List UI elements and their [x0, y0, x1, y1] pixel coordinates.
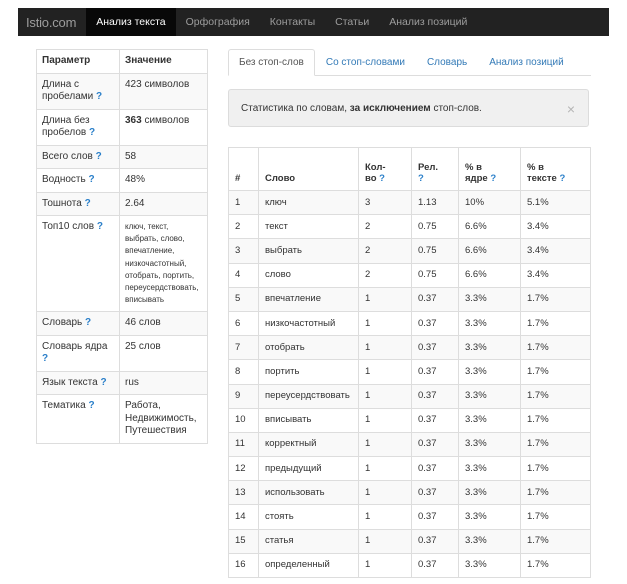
table-row [229, 505, 591, 529]
params-row [37, 371, 208, 395]
param-label [37, 192, 120, 216]
table-cell: 1 [359, 360, 412, 384]
param-label-text: Длина без пробелов [42, 114, 90, 138]
header-line1: Рел. [418, 162, 439, 173]
table-cell: 0.75 [412, 239, 459, 263]
table-cell: 1.7% [521, 360, 591, 384]
header-line1: % в [527, 162, 544, 173]
nav-item-3[interactable]: Контакты [269, 16, 316, 28]
table-row [229, 384, 591, 408]
param-label [37, 216, 120, 312]
param-label [37, 335, 120, 371]
table-cell: 3 [359, 191, 412, 215]
table-cell: 3.4% [521, 239, 591, 263]
table-cell: выбрать [259, 239, 359, 263]
param-value-text: 25 слов [125, 340, 161, 352]
table-row [229, 239, 591, 263]
param-label-text: Словарь [42, 317, 83, 329]
alert-text: Статистика по словам, за исключением стоп-слов. [241, 102, 482, 114]
param-label [37, 145, 120, 169]
words-header-4 [412, 148, 459, 191]
table-cell: 0.37 [412, 360, 459, 384]
table-cell: 6 [229, 311, 259, 335]
param-value-text: 423 символов [125, 78, 190, 90]
table-cell: определенный [259, 553, 359, 577]
nav-item-1[interactable]: Анализ текста [86, 8, 175, 36]
param-label [37, 169, 120, 193]
param-label-text: Топ10 слов [42, 221, 95, 232]
table-cell: отобрать [259, 336, 359, 360]
table-cell: 0.37 [412, 408, 459, 432]
table-cell: корректный [259, 432, 359, 456]
words-header-2 [259, 148, 359, 191]
table-cell: 3.3% [459, 360, 521, 384]
table-row [229, 553, 591, 577]
top-navbar [18, 8, 609, 36]
table-cell: 3.3% [459, 287, 521, 311]
table-cell: 8 [229, 360, 259, 384]
table-cell: 1.7% [521, 287, 591, 311]
table-cell: 1 [359, 457, 412, 481]
table-cell: статья [259, 529, 359, 553]
table-cell: 0.37 [412, 311, 459, 335]
table-row [229, 481, 591, 505]
param-label [37, 371, 120, 395]
table-cell: 3.3% [459, 408, 521, 432]
params-row [37, 335, 208, 371]
table-cell: 1 [359, 481, 412, 505]
param-value-text: Работа, Недвижимость, Путешествия [125, 400, 197, 437]
word-stats-table [228, 147, 591, 578]
header-line1: Слово [265, 173, 296, 184]
param-label-text: Водность [42, 174, 86, 185]
table-cell: портить [259, 360, 359, 384]
header-line1: # [235, 173, 241, 184]
param-label [37, 73, 120, 109]
table-cell: 1 [359, 432, 412, 456]
table-cell: 0.37 [412, 287, 459, 311]
table-cell: 11 [229, 432, 259, 456]
table-cell: 0.37 [412, 481, 459, 505]
table-cell: 13 [229, 481, 259, 505]
table-cell: 1.7% [521, 384, 591, 408]
help-icon[interactable]: ? [89, 127, 96, 138]
params-row [37, 216, 208, 312]
table-cell: 3.4% [521, 263, 591, 287]
table-cell: вписывать [259, 408, 359, 432]
table-cell: 2 [359, 215, 412, 239]
header-line2: тексте [527, 173, 557, 184]
table-row [229, 360, 591, 384]
table-cell: 1.7% [521, 457, 591, 481]
words-header-6 [521, 148, 591, 191]
table-cell: 0.37 [412, 505, 459, 529]
table-cell: 16 [229, 553, 259, 577]
param-label-text: Тошнота [42, 197, 82, 209]
table-cell: 1 [359, 553, 412, 577]
close-icon[interactable]: × [566, 101, 575, 117]
param-value-text: 58 [125, 150, 137, 162]
param-value-text: 2.64 [125, 197, 145, 209]
table-cell: впечатление [259, 287, 359, 311]
table-cell: 3.4% [521, 215, 591, 239]
param-value [120, 395, 208, 444]
table-row [229, 336, 591, 360]
table-cell: 0.37 [412, 553, 459, 577]
param-value-text: rus [125, 376, 139, 388]
table-cell: 5.1% [521, 191, 591, 215]
param-value-bold: 363 [125, 114, 142, 126]
param-label-text: Длина с пробелами [42, 78, 94, 102]
param-value [120, 109, 208, 145]
table-cell: 1 [359, 529, 412, 553]
table-cell: переусердствовать [259, 384, 359, 408]
table-cell: 0.75 [412, 263, 459, 287]
text-params-table [36, 49, 208, 444]
table-cell: 6.6% [459, 263, 521, 287]
params-row [37, 395, 208, 444]
table-row [229, 432, 591, 456]
params-header-parameter: Параметр [37, 50, 120, 74]
help-icon[interactable]: ? [379, 173, 385, 184]
header-line1: Кол- [365, 162, 386, 173]
param-value [120, 192, 208, 216]
table-cell: стоять [259, 505, 359, 529]
table-cell: предыдущий [259, 457, 359, 481]
help-icon[interactable]: ? [100, 376, 107, 388]
table-cell: 6.6% [459, 239, 521, 263]
table-cell: 0.37 [412, 529, 459, 553]
table-cell: 9 [229, 384, 259, 408]
help-icon[interactable]: ? [42, 353, 49, 365]
table-cell: 3.3% [459, 336, 521, 360]
table-cell: текст [259, 215, 359, 239]
table-cell: 0.37 [412, 432, 459, 456]
table-row [229, 287, 591, 311]
table-row [229, 529, 591, 553]
table-cell: 3.3% [459, 481, 521, 505]
params-row [37, 192, 208, 216]
analysis-tabs [228, 49, 591, 76]
table-cell: 1 [359, 287, 412, 311]
param-label-text: Словарь ядра [42, 340, 108, 352]
table-row [229, 311, 591, 335]
table-row [229, 215, 591, 239]
table-cell: 7 [229, 336, 259, 360]
param-value [120, 371, 208, 395]
tab-1[interactable]: Без стоп-слов [228, 49, 315, 76]
param-label-text: Язык текста [42, 376, 98, 388]
table-cell: 1 [229, 191, 259, 215]
info-alert [228, 89, 589, 127]
table-cell: 15 [229, 529, 259, 553]
help-icon[interactable]: ? [85, 317, 92, 329]
table-cell: 5 [229, 287, 259, 311]
param-label [37, 395, 120, 444]
words-header-3 [359, 148, 412, 191]
table-cell: 3.3% [459, 432, 521, 456]
brand-logo[interactable]: Istio.com [26, 14, 77, 30]
help-icon[interactable]: ? [96, 221, 103, 232]
help-icon[interactable]: ? [88, 174, 95, 185]
help-icon[interactable]: ? [418, 173, 424, 184]
table-cell: 0.75 [412, 215, 459, 239]
help-icon[interactable]: ? [84, 197, 91, 209]
table-cell: 10 [229, 408, 259, 432]
param-label-text: Тематика [42, 400, 86, 412]
param-label [37, 312, 120, 336]
table-row [229, 263, 591, 287]
param-label-text: Всего слов [42, 150, 93, 162]
param-value-text: 48% [125, 174, 146, 185]
help-icon[interactable]: ? [88, 400, 95, 412]
nav-item-5[interactable]: Анализ позиций [389, 16, 468, 28]
help-icon[interactable]: ? [559, 173, 566, 184]
table-cell: 3.3% [459, 457, 521, 481]
table-cell: 0.37 [412, 336, 459, 360]
params-row [37, 109, 208, 145]
nav-menu [86, 8, 477, 36]
param-value [120, 335, 208, 371]
table-row [229, 191, 591, 215]
tab-3[interactable]: Словарь [426, 57, 468, 68]
table-cell: 1.7% [521, 553, 591, 577]
table-cell: 1.7% [521, 432, 591, 456]
table-cell: 1 [359, 505, 412, 529]
table-cell: 3.3% [459, 311, 521, 335]
table-cell: 1 [359, 408, 412, 432]
params-row [37, 73, 208, 109]
param-label [37, 109, 120, 145]
table-row [229, 457, 591, 481]
words-header-1 [229, 148, 259, 191]
table-cell: 3.3% [459, 529, 521, 553]
table-cell: 2 [359, 263, 412, 287]
params-row [37, 145, 208, 169]
words-header-5 [459, 148, 521, 191]
table-cell: 2 [359, 239, 412, 263]
table-cell: 1.7% [521, 505, 591, 529]
header-line2: ядре [465, 173, 488, 184]
table-cell: 3 [229, 239, 259, 263]
table-cell: 1.7% [521, 529, 591, 553]
param-value-text: символов [141, 114, 190, 126]
table-cell: 3.3% [459, 505, 521, 529]
table-cell: 1 [359, 311, 412, 335]
help-icon[interactable]: ? [490, 173, 497, 184]
table-cell: слово [259, 263, 359, 287]
param-value [120, 216, 208, 312]
tab-4[interactable]: Анализ позиций [489, 57, 564, 68]
param-value-text: ключ, текст, выбрать, слово, впечатление, низкочастотный, отобрать, портить, переусердствовать, вписывать [125, 222, 199, 305]
table-row [229, 408, 591, 432]
table-cell: 0.37 [412, 457, 459, 481]
param-value [120, 73, 208, 109]
param-value [120, 169, 208, 193]
table-cell: 1.7% [521, 336, 591, 360]
table-cell: 3.3% [459, 384, 521, 408]
table-cell: 14 [229, 505, 259, 529]
help-icon[interactable]: ? [95, 150, 102, 162]
header-line1: % в [465, 162, 482, 173]
help-icon[interactable]: ? [96, 91, 103, 102]
header-line2: во [365, 173, 377, 184]
tab-2[interactable]: Со стоп-словами [325, 57, 405, 68]
nav-item-4[interactable]: Статьи [335, 16, 370, 28]
table-cell: использовать [259, 481, 359, 505]
params-row [37, 312, 208, 336]
table-cell: низкочастотный [259, 311, 359, 335]
param-value [120, 312, 208, 336]
table-cell: 0.37 [412, 384, 459, 408]
table-cell: 2 [229, 215, 259, 239]
table-cell: 1.13 [412, 191, 459, 215]
table-cell: 1 [359, 384, 412, 408]
param-value-text: 46 слов [125, 317, 161, 329]
table-cell: 4 [229, 263, 259, 287]
table-cell: 1.7% [521, 311, 591, 335]
table-cell: 12 [229, 457, 259, 481]
table-cell: 10% [459, 191, 521, 215]
table-cell: 6.6% [459, 215, 521, 239]
params-row [37, 169, 208, 193]
params-header-value: Значение [120, 50, 208, 74]
table-cell: 1 [359, 336, 412, 360]
table-cell: 1.7% [521, 408, 591, 432]
table-cell: 3.3% [459, 553, 521, 577]
param-value [120, 145, 208, 169]
table-cell: ключ [259, 191, 359, 215]
table-cell: 1.7% [521, 481, 591, 505]
nav-item-2[interactable]: Орфография [185, 16, 250, 28]
